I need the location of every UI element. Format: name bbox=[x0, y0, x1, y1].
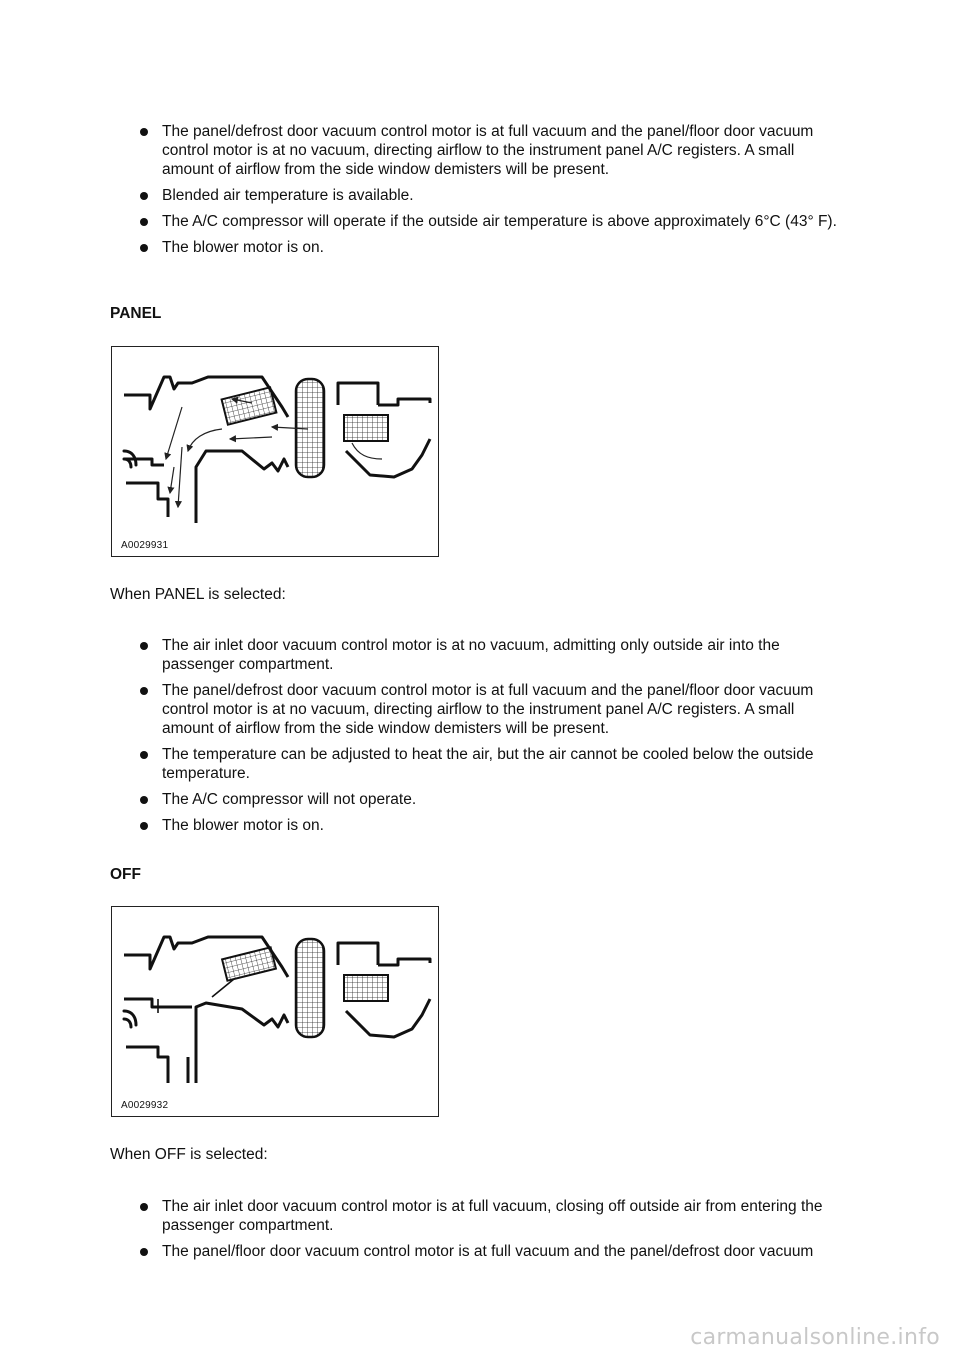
off-intro-text: When OFF is selected: bbox=[110, 1146, 268, 1163]
panel-mode-diagram bbox=[111, 346, 439, 557]
watermark: carmanualsonline.info bbox=[690, 1325, 940, 1350]
list-item: The air inlet door vacuum control motor is at full vacuum, closing off outside air from entering the passenger compartment. bbox=[138, 1197, 848, 1235]
hvac-airflow-diagram-panel bbox=[112, 347, 438, 556]
list-item: The panel/defrost door vacuum control motor is at full vacuum and the panel/floor door vacuum control motor is at no vacuum, directing airflow to the instrument panel A/C registers. A small amount of airflow from the side window demisters will be present. bbox=[138, 681, 848, 738]
section-heading-panel: PANEL bbox=[110, 305, 162, 322]
list-item: The panel/defrost door vacuum control motor is at full vacuum and the panel/floor door vacuum control motor is at no vacuum, directing airflow to the instrument panel A/C registers. A small amount of airflow from the side window demisters will be present. bbox=[138, 122, 848, 179]
list-item: The air inlet door vacuum control motor is at no vacuum, admitting only outside air into the passenger compartment. bbox=[138, 636, 848, 674]
hvac-airflow-diagram-off bbox=[112, 907, 438, 1116]
figure-id-label: A0029931 bbox=[121, 540, 169, 551]
panel-bullet-list bbox=[138, 636, 848, 842]
list-item: The blower motor is on. bbox=[138, 238, 848, 257]
list-item: Blended air temperature is available. bbox=[138, 186, 848, 205]
off-mode-diagram bbox=[111, 906, 439, 1117]
panel-intro-text: When PANEL is selected: bbox=[110, 586, 286, 603]
list-item: The blower motor is on. bbox=[138, 816, 848, 835]
top-bullet-list bbox=[138, 122, 848, 264]
list-item: The temperature can be adjusted to heat the air, but the air cannot be cooled below the outside temperature. bbox=[138, 745, 848, 783]
list-item: The panel/floor door vacuum control motor is at full vacuum and the panel/defrost door vacuum bbox=[138, 1242, 848, 1261]
section-heading-off: OFF bbox=[110, 866, 141, 883]
list-item: The A/C compressor will operate if the outside air temperature is above approximately 6°C (43° F). bbox=[138, 212, 848, 231]
figure-id-label: A0029932 bbox=[121, 1100, 169, 1111]
off-bullet-list bbox=[138, 1197, 848, 1268]
list-item: The A/C compressor will not operate. bbox=[138, 790, 848, 809]
